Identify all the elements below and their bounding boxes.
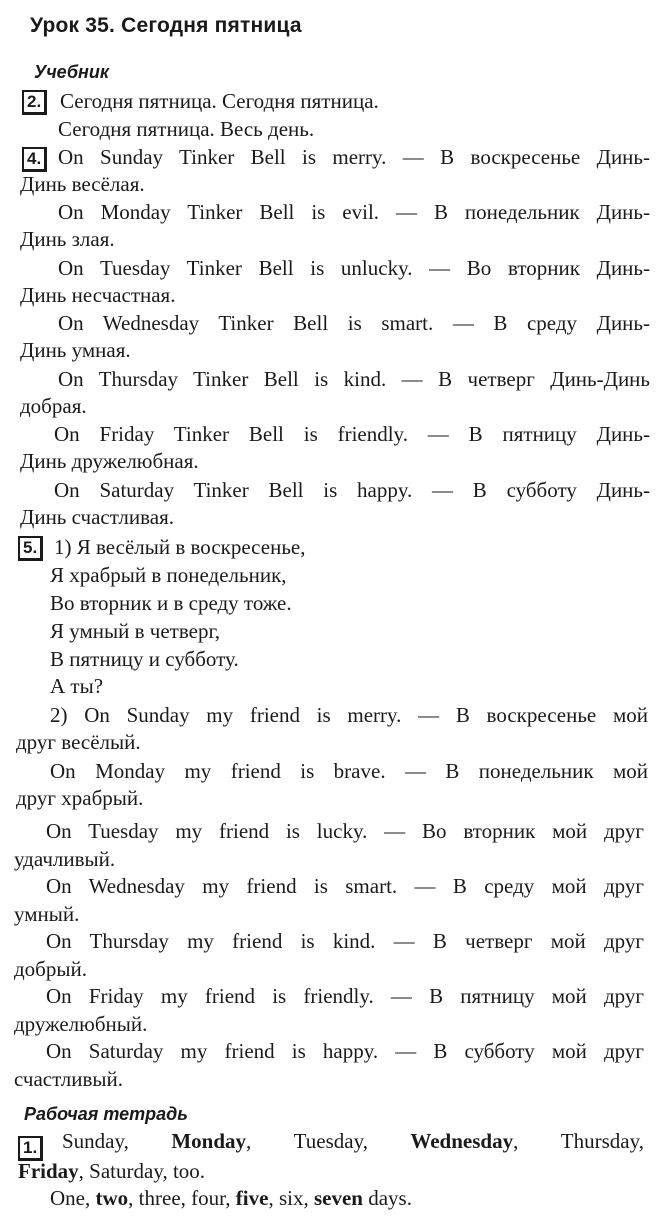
word-wednesday: Wednesday [410,1129,514,1153]
word-monday: Monday [171,1129,246,1153]
text-line: Динь счастливая. [20,505,174,529]
text-line: друг весёлый. [16,730,141,754]
text-run: One, [50,1186,96,1210]
word-monday-group [171,1128,251,1154]
text-line: On Saturday Tinker Bell is happy. — В субботу Динь- [54,478,650,502]
punctuation: , [513,1129,519,1153]
word-tuesday: Tuesday, [293,1129,368,1153]
text-line: дружелюбный. [14,1012,148,1036]
day-list-line [62,1128,644,1154]
text-line: Я умный в четверг, [50,619,220,643]
text-line: В пятницу и субботу. [50,647,239,671]
text-line: друг храбрый. [16,786,144,810]
section-heading-textbook: Учебник [34,62,110,82]
text-line: Я храбрый в понедельник, [50,563,287,587]
word-two: two [95,1186,129,1210]
text-line: Во вторник и в среду тоже. [50,591,292,615]
text-line: On Thursday my friend is kind. — В четверг мой друг [46,929,644,953]
text-line: 2) On Sunday my friend is merry. — В воскресенье мой [50,703,648,727]
text-line: Динь весёлая. [20,172,145,196]
text-line: Сегодня пятница. Весь день. [58,117,315,141]
text-line: On Tuesday my friend is lucky. — Во вторник мой друг [46,819,644,843]
exercise-number-2: 2. [22,90,47,115]
word-thursday: Thursday, [560,1129,644,1153]
text-line: удачливый. [14,847,116,871]
text-line: добрый. [14,957,87,981]
text-line: Динь несчастная. [20,283,176,307]
text-line: счастливый. [14,1067,123,1091]
text-line: Динь умная. [20,338,131,362]
word-wednesday-group [410,1128,518,1154]
text-line: On Sunday Tinker Bell is merry. — В воскресенье Динь- [58,145,650,169]
text-line: On Saturday my friend is happy. — В субботу мой друг [46,1039,644,1063]
text-line: On Tuesday Tinker Bell is unlucky. — Во вторник Динь- [58,256,650,280]
text-line: On Monday my friend is brave. — В понедельник мой [50,759,648,783]
text-line: On Friday Tinker Bell is friendly. — В пятницу Динь- [54,422,650,446]
text-run: , six, [268,1186,314,1210]
page-title: Урок 35. Сегодня пятница [30,14,302,37]
punctuation: , [246,1129,252,1153]
text-run: days. [362,1186,412,1210]
text-line: On Wednesday my friend is smart. — В среду мой друг [46,874,644,898]
text-run: , three, four, [128,1186,236,1210]
exercise-number-5: 5. [18,536,43,561]
text-line: Динь злая. [20,227,115,251]
text-line: Динь дружелюбная. [20,449,199,473]
text-line: Сегодня пятница. Сегодня пятница. [60,89,379,113]
text-line: On Friday my friend is friendly. — В пятницу мой друг [46,984,644,1008]
word-sunday: Sunday, [62,1129,129,1153]
text-line: On Monday Tinker Bell is evil. — В понедельник Динь- [58,200,650,224]
text-line: 1) Я весёлый в воскресенье, [54,535,306,559]
text-line: умный. [14,902,80,926]
section-heading-workbook: Рабочая тетрадь [24,1104,188,1124]
exercise-number-4: 4. [22,147,47,172]
text-line: А ты? [50,674,104,698]
text-run: , Saturday, too. [78,1159,206,1183]
text-line: On Thursday Tinker Bell is kind. — В четверг Динь-Динь [58,367,650,391]
text-line: On Wednesday Tinker Bell is smart. — В среду Динь- [58,311,650,335]
word-friday: Friday [18,1159,79,1183]
day-list-line-2 [18,1158,205,1184]
word-seven: seven [313,1186,363,1210]
word-five: five [235,1186,269,1210]
exercise-number-1: 1. [18,1136,43,1161]
number-list-line [50,1185,412,1211]
text-line: добрая. [20,394,87,418]
